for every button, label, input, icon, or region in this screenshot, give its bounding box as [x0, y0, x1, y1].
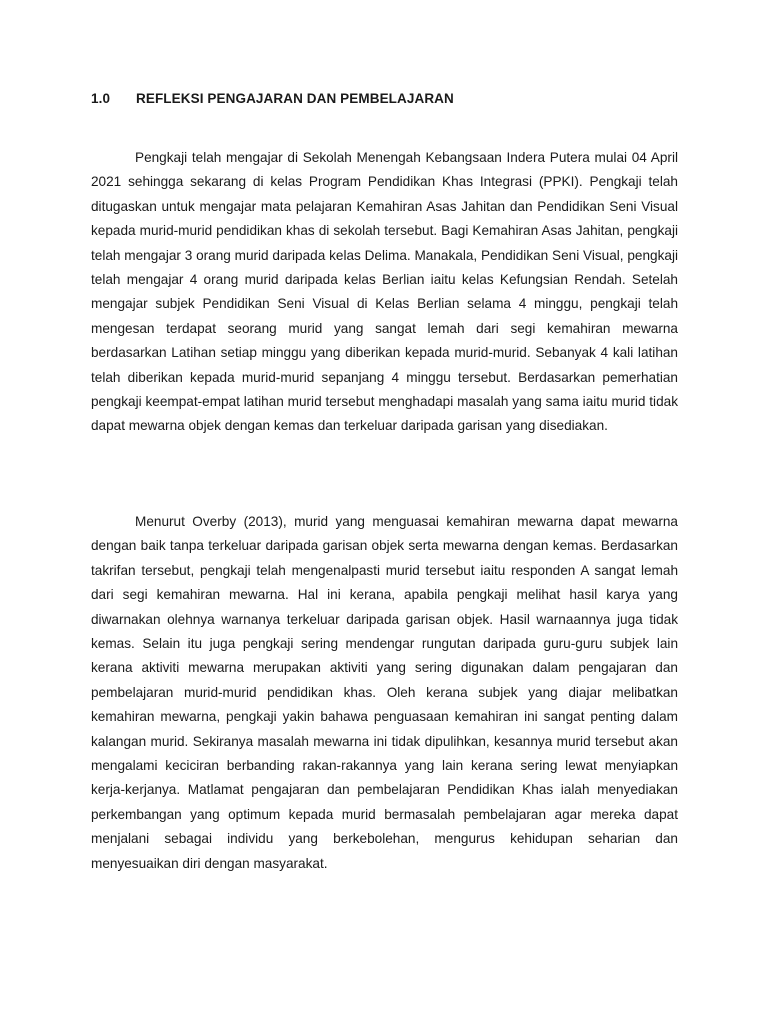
paragraph-1: Pengkaji telah mengajar di Sekolah Menengah Kebangsaan Indera Putera mulai 04 April 2021 sehingga sekarang di kelas Program Pendidikan Khas Integrasi (PPKI). Pengkaji telah ditugaskan untuk mengajar mata pelajaran Kemahiran Asas Jahitan dan Pendidikan Seni Visual kepada murid-murid pendidikan khas di sekolah tersebut. Bagi Kemahiran Asas Jahitan, pengkaji telah mengajar 3 orang murid daripada kelas Delima. Manakala, Pendidikan Seni Visual, pengkaji telah mengajar 4 orang murid daripada kelas Berlian iaitu kelas Kefungsian Rendah. Setelah mengajar subjek Pendidikan Seni Visual di Kelas Berlian selama 4 minggu, pengkaji telah mengesan terdapat seorang murid yang sangat lemah dari segi kemahiran mewarna berdasarkan Latihan setiap minggu yang diberikan kepada murid-murid. Sebanyak 4 kali latihan telah diberikan kepada murid-murid sepanjang 4 minggu tersebut. Berdasarkan pemerhatian pengkaji keempat-empat latihan murid tersebut menghadapi masalah yang sama iaitu murid tidak dapat mewarna objek dengan kemas dan terkeluar daripada garisan yang disediakan. — [91, 150, 678, 434]
section-number: 1.0 — [91, 91, 111, 106]
section-heading — [91, 91, 454, 106]
paragraph-2: Menurut Overby (2013), murid yang menguasai kemahiran mewarna dapat mewarna dengan baik tanpa terkeluar daripada garisan objek serta mewarna dengan kemas. Berdasarkan takrifan tersebut, pengkaji telah mengenalpasti murid tersebut iaitu responden A sangat lemah dari segi kemahiran mewarna. Hal ini kerana, apabila pengkaji melihat hasil karya yang diwarnakan olehnya warnanya terkeluar daripada garisan objek. Hasil warnaannya juga tidak kemas. Selain itu juga pengkaji sering mendengar rungutan daripada guru-guru subjek lain kerana aktiviti mewarna merupakan aktiviti yang sering digunakan dalam pengajaran dan pembelajaran murid-murid pendidikan khas. Oleh kerana subjek yang diajar melibatkan kemahiran mewarna, pengkaji yakin bahawa penguasaan kemahiran ini sangat penting dalam kalangan murid. Sekiranya masalah mewarna ini tidak dipulihkan, kesannya murid tersebut akan mengalami keciciran berbanding rakan-rakannya yang lain kerana sering lewat menyiapkan kerja-kerjanya. Matlamat pengajaran dan pembelajaran Pendidikan Khas ialah menyediakan perkembangan yang optimum kepada murid bermasalah pembelajaran agar mereka dapat menjalani sebagai individu yang berkebolehan, mengurus kehidupan seharian dan menyesuaikan diri dengan masyarakat. — [91, 514, 678, 871]
section-title: REFLEKSI PENGAJARAN DAN PEMBELAJARAN — [136, 91, 454, 106]
